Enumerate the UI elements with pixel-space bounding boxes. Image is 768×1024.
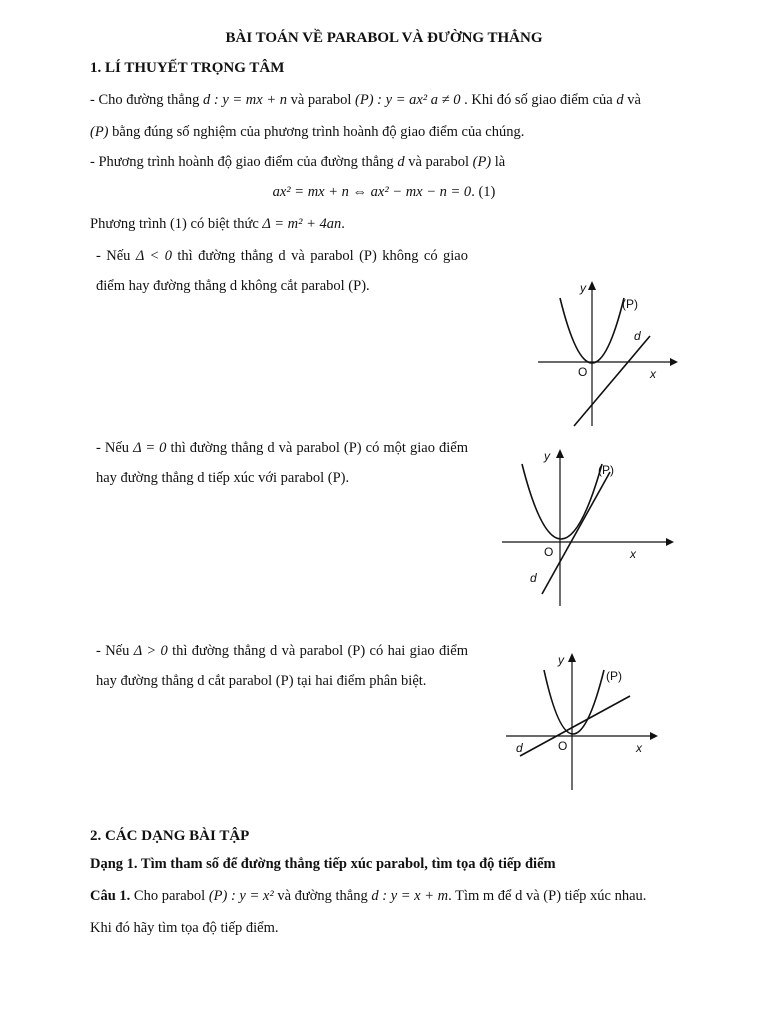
line-d [520,696,630,756]
math-var: (P) [472,154,492,170]
y-label: y [558,653,564,667]
line-d [542,472,610,594]
text-run: Phương trình (1) có biệt thức [90,216,263,232]
math-condition: Δ < 0 [135,248,172,264]
parabola-label: (P) [606,669,622,683]
text-run: bằng đúng số nghiệm của phương trình hoành độ giao điểm của chúng. [108,124,525,140]
math-equation: ax² = mx + n ⇔ ax² − mx − n = 0 [272,184,472,200]
question-1-line-1 [90,886,646,906]
text-run: và đường thẳng [273,888,372,904]
text-run: là [491,154,506,170]
x-label: x [630,547,636,561]
section-1-heading: 1. LÍ THUYẾT TRỌNG TÂM [90,60,285,76]
text-run: . Tìm m để d và (P) tiếp xúc nhau. [448,888,647,904]
text-run: - Nếu [96,440,134,456]
x-axis-arrow [666,538,674,546]
question-label: Câu 1. [90,888,131,904]
line-d-label: d [634,329,641,343]
paragraph-2 [90,152,505,172]
parabola-label: (P) [622,297,638,311]
equation-tag: . (1) [471,184,496,200]
text-run: thì đường thẳng d và parabol (P) có hai giao điểm hay đường thẳng d cắt parabol (P) tại hai điểm phân biệt. [96,643,468,689]
x-label: x [636,741,642,755]
math-parabol-equation: (P) : y = x² [208,888,274,904]
question-1-line-2: Khi đó hãy tìm tọa độ tiếp điểm. [90,920,279,936]
text-run: - Phương trình hoành độ giao điểm của đường thẳng [90,154,398,170]
parabola-label: (P) [598,463,614,477]
line-d-label: d [530,571,537,585]
text-run: và parabol [287,92,356,108]
math-line-equation: d : y = x + m [371,888,449,904]
text-run: thì đường thẳng d và parabol (P) có một giao điểm hay đường thẳng d tiếp xúc với parabol (P). [96,440,468,486]
origin-label: O [578,365,588,379]
equation-1 [0,182,768,202]
math-var: d [616,92,624,108]
paragraph-1-line-1 [90,90,641,110]
parabola-curve [544,670,604,734]
dang-1-heading: Dạng 1. Tìm tham số để đường thẳng tiếp xúc parabol, tìm tọa độ tiếp điểm [90,856,556,872]
y-axis-arrow [588,281,596,290]
y-label: y [580,281,586,295]
text-run: - Nếu [96,248,136,264]
y-label: y [544,449,550,463]
math-var: (P) [90,124,109,140]
text-run: và [623,92,641,108]
case-delta-negative [96,241,468,301]
text-run: . [341,216,345,232]
text-run: - Nếu [96,643,134,659]
case-delta-positive [96,636,468,696]
math-line-equation: d : y = mx + n [203,92,287,108]
graph-two-intersections [500,648,670,793]
text-run: Cho parabol [130,888,209,904]
parabola-curve [522,464,602,539]
text-run: - Cho đường thẳng [90,92,203,108]
text-run: thì đường thẳng d và parabol (P) không có giao điểm hay đường thẳng d không cắt parabol (P). [96,248,468,294]
origin-label: O [544,545,554,559]
case-delta-zero [96,433,468,493]
math-condition: Δ > 0 [133,643,168,659]
text-run: . Khi đó số giao điểm của [460,92,617,108]
x-axis-arrow [670,358,678,366]
paragraph-1-line-2 [90,122,524,142]
line-d-label: d [516,741,523,755]
graph-no-intersection [530,278,680,428]
math-discriminant: Δ = m² + 4an [262,216,342,232]
math-var: d [397,154,405,170]
y-axis-arrow [556,449,564,458]
x-axis-arrow [650,732,658,740]
discriminant-line [90,214,345,234]
math-condition: Δ = 0 [133,440,167,456]
text-run: và parabol [404,154,473,170]
graph-tangent [498,444,678,609]
origin-label: O [558,739,568,753]
x-label: x [650,367,656,381]
page-title: BÀI TOÁN VỀ PARABOL VÀ ĐƯỜNG THẲNG [225,30,543,46]
line-d [574,336,650,426]
math-parabol-equation: (P) : y = ax² a ≠ 0 [355,92,461,108]
section-2-heading: 2. CÁC DẠNG BÀI TẬP [90,828,250,844]
y-axis-arrow [568,653,576,662]
